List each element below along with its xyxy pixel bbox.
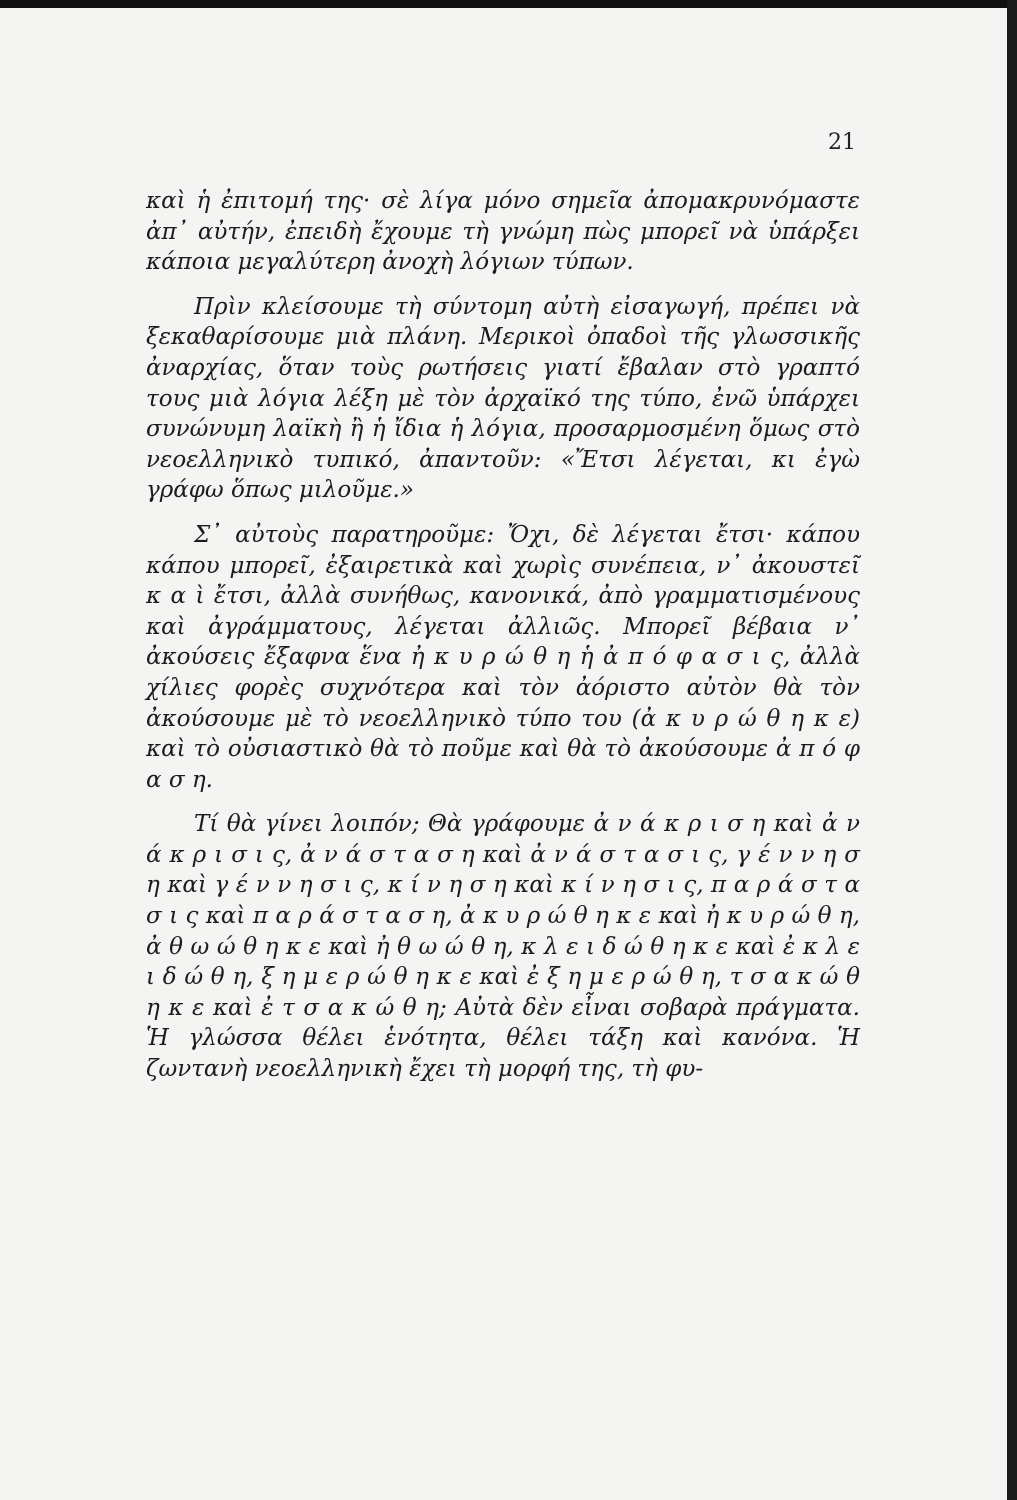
paragraph-continuation: καὶ ἡ ἐπιτομή της· σὲ λίγα μόνο σημεῖα ἀπομακρυνόμαστε ἀπ᾿ αὐτήν, ἐπειδὴ ἔχουμε τὴ γνώμη πὼς μπορεῖ νὰ ὑπάρξει κάποια μεγαλύτερη ἀνοχὴ λόγιων τύπων.	[146, 188, 860, 276]
scan-top-edge	[0, 0, 1017, 8]
page-number: 21	[828, 130, 856, 155]
scan-right-edge	[1007, 0, 1017, 1500]
paragraph: Σ᾿ αὐτοὺς παρατηροῦμε: Ὄχι, δὲ λέγεται ἔτσι· κάπου κάπου μπορεῖ, ἐξαιρετικὰ καὶ χωρὶς συνέπεια, ν᾿ ἀκουστεῖ κ α ὶ ἔτσι, ἀλλὰ συνήθως, κανονικά, ἀπὸ γραμματισμένους καὶ ἀγράμματους, λέγεται ἀλλιῶς. Μπορεῖ βέβαια ν᾿ ἀκούσεις ἔξαφνα ἕνα ἠ κ υ ρ ώ θ η ἡ ἀ π ό φ α σ ι ς, ἀλλὰ χίλιες φορὲς συχνότερα καὶ τὸν ἀόριστο αὐτὸν θὰ τὸν ἀκούσουμε μὲ τὸ νεοελληνικὸ τύπο του (ἀ κ υ ρ ώ θ η κ ε) καὶ τὸ οὐσιαστικὸ θὰ τὸ ποῦμε καὶ θὰ τὸ ἀκούσουμε ἀ π ό φ α σ η.	[146, 521, 860, 793]
paragraph: Πρὶν κλείσουμε τὴ σύντομη αὐτὴ εἰσαγωγή, πρέπει νὰ ξεκαθαρίσουμε μιὰ πλάνη. Μερικοὶ ὀπαδοὶ τῆς γλωσσικῆς ἀναρχίας, ὅταν τοὺς ρωτήσεις γιατί ἔβαλαν στὸ γραπτό τους μιὰ λόγια λέξη μὲ τὸν ἀρχαϊκό της τύπο, ἐνῶ ὑπάρχει συνώνυμη λαϊκὴ ἢ ἡ ἴδια ἡ λόγια, προσαρμοσμένη ὅμως στὸ νεοελληνικὸ τυπικό, ἀπαντοῦν: «Ἔτσι λέγεται, κι ἐγὼ γράφω ὅπως μιλοῦμε.»	[146, 293, 860, 504]
body-text	[146, 186, 860, 1085]
paragraph: Τί θὰ γίνει λοιπόν; Θὰ γράφουμε ἀ ν ά κ ρ ι σ η καὶ ἀ ν ά κ ρ ι σ ι ς, ἀ ν ά σ τ α σ η καὶ ἀ ν ά σ τ α σ ι ς, γ έ ν ν η σ η καὶ γ έ ν ν η σ ι ς, κ ί ν η σ η καὶ κ ί ν η σ ι ς, π α ρ ά σ τ α σ ι ς καὶ π α ρ ά σ τ α σ η, ἀ κ υ ρ ώ θ η κ ε καὶ ἠ κ υ ρ ώ θ η, ἀ θ ω ώ θ η κ ε καὶ ἠ θ ω ώ θ η, κ λ ε ι δ ώ θ η κ ε καὶ ἐ κ λ ε ι δ ώ θ η, ξ η μ ε ρ ώ θ η κ ε καὶ ἐ ξ η μ ε ρ ώ θ η, τ σ α κ ώ θ η κ ε καὶ ἐ τ σ α κ ώ θ η; Αὐτὰ δὲν εἶναι σοβαρὰ πράγματα. Ἡ γλώσσα θέλει ἑνότητα, θέλει τάξη καὶ κανόνα. Ἡ ζωντανὴ νεοελληνικὴ ἔχει τὴ μορφή της, τὴ φυ-	[146, 811, 860, 1083]
